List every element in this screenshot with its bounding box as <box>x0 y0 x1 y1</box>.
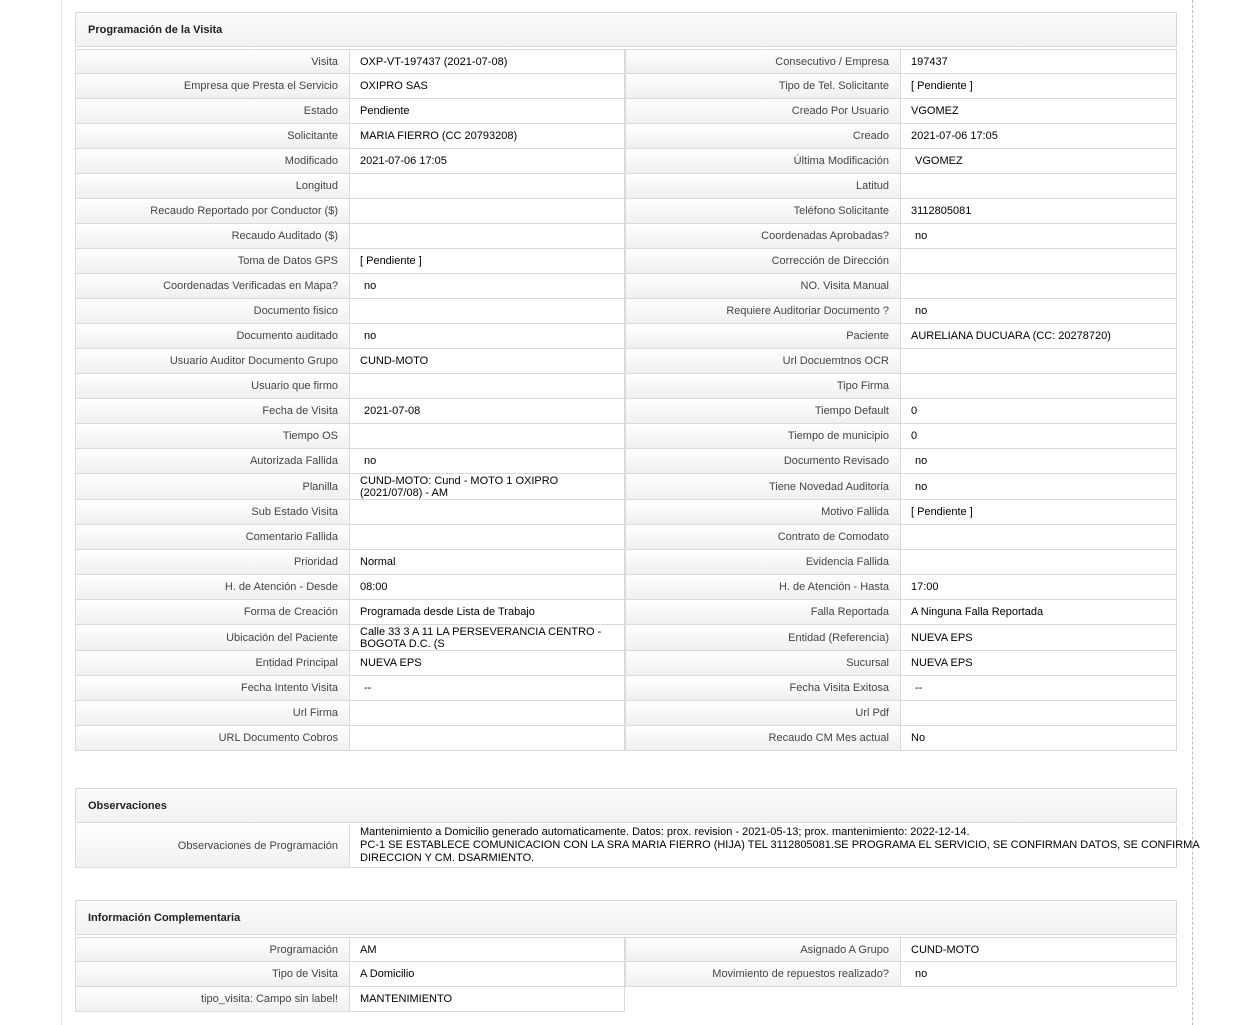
field-value: 2021-07-06 17:05 <box>901 124 1177 149</box>
field-value <box>901 550 1177 575</box>
field-value: CUND-MOTO <box>901 937 1177 962</box>
field-label: Recaudo Auditado ($) <box>75 224 350 249</box>
field-label: Toma de Datos GPS <box>75 249 350 274</box>
field-label: Prioridad <box>75 550 350 575</box>
field-label: Motivo Fallida <box>625 500 901 525</box>
field-value: NUEVA EPS <box>901 651 1177 676</box>
field-value <box>901 349 1177 374</box>
field-value <box>350 374 625 399</box>
field-label: Tipo de Visita <box>75 962 350 987</box>
field-label: Consecutivo / Empresa <box>625 49 901 74</box>
field-value: A Domicilio <box>350 962 625 987</box>
page-right-border <box>1192 0 1193 1025</box>
field-label: Modificado <box>75 149 350 174</box>
field-label: H. de Atención - Hasta <box>625 575 901 600</box>
field-value: Normal <box>350 550 625 575</box>
field-label: Url Docuemtnos OCR <box>625 349 901 374</box>
field-label: URL Documento Cobros <box>75 726 350 751</box>
field-value: Programada desde Lista de Trabajo <box>350 600 625 625</box>
field-label: Documento Revisado <box>625 449 901 474</box>
field-value <box>901 701 1177 726</box>
field-value: no <box>901 224 1177 249</box>
field-value <box>350 199 625 224</box>
field-value: CUND-MOTO <box>350 349 625 374</box>
observaciones-panel <box>75 788 1200 868</box>
field-label: Coordenadas Aprobadas? <box>625 224 901 249</box>
field-value: NUEVA EPS <box>901 625 1177 651</box>
field-value: VGOMEZ <box>901 149 1177 174</box>
field-value <box>350 500 625 525</box>
field-label: Contrato de Comodato <box>625 525 901 550</box>
field-label: Evidencia Fallida <box>625 550 901 575</box>
field-value: 0 <box>901 424 1177 449</box>
field-label: Última Modificación <box>625 149 901 174</box>
field-value: AURELIANA DUCUARA (CC: 20278720) <box>901 324 1177 349</box>
field-label: Autorizada Fallida <box>75 449 350 474</box>
field-value: A Ninguna Falla Reportada <box>901 600 1177 625</box>
field-value: 08:00 <box>350 575 625 600</box>
field-label: Entidad (Referencia) <box>625 625 901 651</box>
field-label: Empresa que Presta el Servicio <box>75 74 350 99</box>
field-value: 197437 <box>901 49 1177 74</box>
field-label: Falla Reportada <box>625 600 901 625</box>
field-label: Movimiento de repuestos realizado? <box>625 962 901 987</box>
field-value: MARIA FIERRO (CC 20793208) <box>350 124 625 149</box>
field-label: Tiempo de municipio <box>625 424 901 449</box>
observaciones-value <box>350 825 1200 868</box>
field-label: Fecha Intento Visita <box>75 676 350 701</box>
field-label: Visita <box>75 49 350 74</box>
field-label: Recaudo Reportado por Conductor ($) <box>75 199 350 224</box>
field-value: -- <box>901 676 1177 701</box>
observaciones-line: DIRECCION Y CM. DSARMIENTO. <box>360 852 535 864</box>
field-label: Paciente <box>625 324 901 349</box>
complementaria-grid <box>75 937 1177 1012</box>
field-value <box>350 224 625 249</box>
field-value: no <box>350 274 625 299</box>
field-label: Tiempo OS <box>75 424 350 449</box>
field-label: Recaudo CM Mes actual <box>625 726 901 751</box>
field-label: Corrección de Dirección <box>625 249 901 274</box>
programacion-panel <box>75 12 1177 751</box>
field-value: OXP-VT-197437 (2021-07-08) <box>350 49 625 74</box>
field-value: no <box>350 449 625 474</box>
observaciones-title: Observaciones <box>75 788 1177 823</box>
field-value <box>350 424 625 449</box>
programacion-grid <box>75 49 1177 751</box>
field-label: Documento fisico <box>75 299 350 324</box>
field-value: 17:00 <box>901 575 1177 600</box>
field-value: CUND-MOTO: Cund - MOTO 1 OXIPRO (2021/07/08) - AM <box>350 474 625 500</box>
field-value <box>901 174 1177 199</box>
field-value <box>901 374 1177 399</box>
field-value <box>901 525 1177 550</box>
field-label: Latitud <box>625 174 901 199</box>
field-label: NO. Visita Manual <box>625 274 901 299</box>
field-value <box>350 299 625 324</box>
field-value: 2021-07-06 17:05 <box>350 149 625 174</box>
field-value: 0 <box>901 399 1177 424</box>
field-label: Tiene Novedad Auditoria <box>625 474 901 500</box>
field-value: no <box>901 962 1177 987</box>
field-value: [ Pendiente ] <box>901 500 1177 525</box>
field-value: Pendiente <box>350 99 625 124</box>
field-value: NUEVA EPS <box>350 651 625 676</box>
empty-cell <box>901 987 1177 1012</box>
observaciones-grid <box>75 825 1200 868</box>
complementaria-title: Información Complementaria <box>75 900 1177 935</box>
field-label: Ubicación del Paciente <box>75 625 350 651</box>
field-value: VGOMEZ <box>901 99 1177 124</box>
field-label: tipo_visita: Campo sin label! <box>75 987 350 1012</box>
complementaria-panel <box>75 900 1177 1012</box>
field-label: Comentario Fallida <box>75 525 350 550</box>
field-label: Sub Estado Visita <box>75 500 350 525</box>
observaciones-line: Mantenimiento a Domicilio generado automaticamente. Datos: prox. revision - 2021-05-13; prox. mantenimiento: 2022-12-14. <box>360 826 970 838</box>
field-label: Usuario que firmo <box>75 374 350 399</box>
page-left-border <box>61 0 62 1025</box>
field-value: [ Pendiente ] <box>350 249 625 274</box>
field-label: Entidad Principal <box>75 651 350 676</box>
field-value <box>350 701 625 726</box>
field-label: Coordenadas Verificadas en Mapa? <box>75 274 350 299</box>
field-label: H. de Atención - Desde <box>75 575 350 600</box>
field-value: no <box>350 324 625 349</box>
programacion-title: Programación de la Visita <box>75 12 1177 47</box>
field-value <box>901 249 1177 274</box>
field-value <box>350 525 625 550</box>
field-label: Asignado A Grupo <box>625 937 901 962</box>
field-value: 3112805081 <box>901 199 1177 224</box>
field-value <box>350 174 625 199</box>
field-label: Planilla <box>75 474 350 500</box>
field-label: Teléfono Solicitante <box>625 199 901 224</box>
field-label: Tipo Firma <box>625 374 901 399</box>
field-label: Solicitante <box>75 124 350 149</box>
field-label: Requiere Auditoriar Documento ? <box>625 299 901 324</box>
observaciones-line: PC-1 SE ESTABLECE COMUNICACION CON LA SRA MARIA FIERRO (HIJA) TEL 3112805081.SE PROGRAMA EL SERVICIO, SE CONFIRMAN DATOS, SE CONFIRMA <box>360 839 1200 851</box>
observaciones-label: Observaciones de Programación <box>75 825 350 868</box>
field-label: Fecha Visita Exitosa <box>625 676 901 701</box>
field-value: 2021-07-08 <box>350 399 625 424</box>
field-label: Fecha de Visita <box>75 399 350 424</box>
field-label: Url Pdf <box>625 701 901 726</box>
field-label: Estado <box>75 99 350 124</box>
field-value: no <box>901 299 1177 324</box>
field-label: Creado Por Usuario <box>625 99 901 124</box>
field-value: MANTENIMIENTO <box>350 987 625 1012</box>
field-label: Programación <box>75 937 350 962</box>
field-value: no <box>901 449 1177 474</box>
field-label: Usuario Auditor Documento Grupo <box>75 349 350 374</box>
field-value: no <box>901 474 1177 500</box>
field-value: Calle 33 3 A 11 LA PERSEVERANCIA CENTRO - BOGOTA D.C. (S <box>350 625 625 651</box>
field-label: Url Firma <box>75 701 350 726</box>
field-value <box>350 726 625 751</box>
field-label: Forma de Creación <box>75 600 350 625</box>
field-label: Documento auditado <box>75 324 350 349</box>
field-value <box>901 274 1177 299</box>
field-value: AM <box>350 937 625 962</box>
field-label: Longitud <box>75 174 350 199</box>
field-label: Tiempo Default <box>625 399 901 424</box>
field-label: Sucursal <box>625 651 901 676</box>
field-label: Tipo de Tel. Solicitante <box>625 74 901 99</box>
empty-cell <box>625 987 901 1012</box>
field-value: OXIPRO SAS <box>350 74 625 99</box>
field-label: Creado <box>625 124 901 149</box>
field-value: [ Pendiente ] <box>901 74 1177 99</box>
field-value: -- <box>350 676 625 701</box>
field-value: No <box>901 726 1177 751</box>
